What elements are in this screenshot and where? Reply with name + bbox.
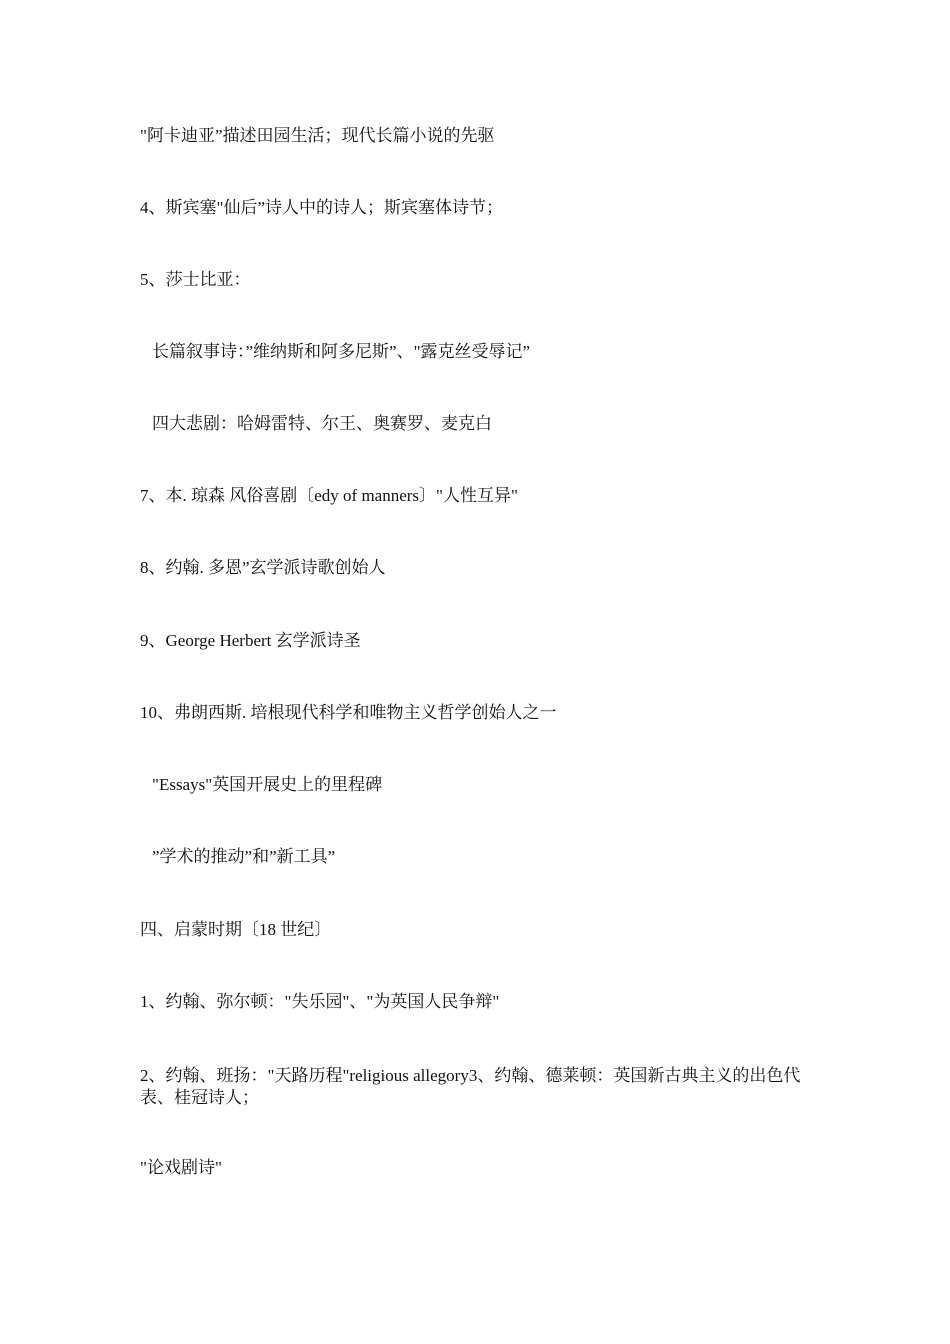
- text-line-essays: "Essays"英国开展史上的里程碑: [152, 775, 383, 794]
- text-line-spenser: 4、斯宾塞"仙后”诗人中的诗人；斯宾塞体诗节；: [140, 198, 503, 217]
- text-line-bunyan-dryden: 2、约翰、班扬："天路历程"religious allegory3、约翰、德莱顿：英国新古典主义的出色代表、桂冠诗人；: [140, 1066, 801, 1107]
- text-line-dramatic-poesy: "论戏剧诗": [140, 1158, 222, 1177]
- text-line-george-herbert: 9、George Herbert 玄学派诗圣: [140, 631, 361, 650]
- text-line-advancement-learning: ”学术的推动”和”新工具”: [152, 847, 336, 866]
- section-heading-enlightenment: 四、启蒙时期〔18 世纪〕: [140, 920, 332, 939]
- text-line-arcadia: "阿卡迪亚”描述田园生活；现代长篇小说的先驱: [140, 126, 495, 145]
- text-line-narrative-poems: 长篇叙事诗：”维纳斯和阿多尼斯”、"露克丝受辱记”: [152, 342, 531, 361]
- text-line-four-tragedies: 四大悲剧：哈姆雷特、尔王、奥赛罗、麦克白: [152, 414, 492, 433]
- text-line-ben-jonson: 7、本. 琼森 风俗喜剧〔edy of manners〕"人性互异": [140, 486, 518, 505]
- text-line-john-donne: 8、约翰. 多恩”玄学派诗歌创始人: [140, 558, 386, 577]
- text-line-milton: 1、约翰、弥尔顿："失乐园"、"为英国人民争辩": [140, 992, 500, 1011]
- text-line-francis-bacon: 10、弗朗西斯. 培根现代科学和唯物主义哲学创始人之一: [140, 703, 557, 722]
- text-line-shakespeare: 5、莎士比亚：: [140, 270, 251, 289]
